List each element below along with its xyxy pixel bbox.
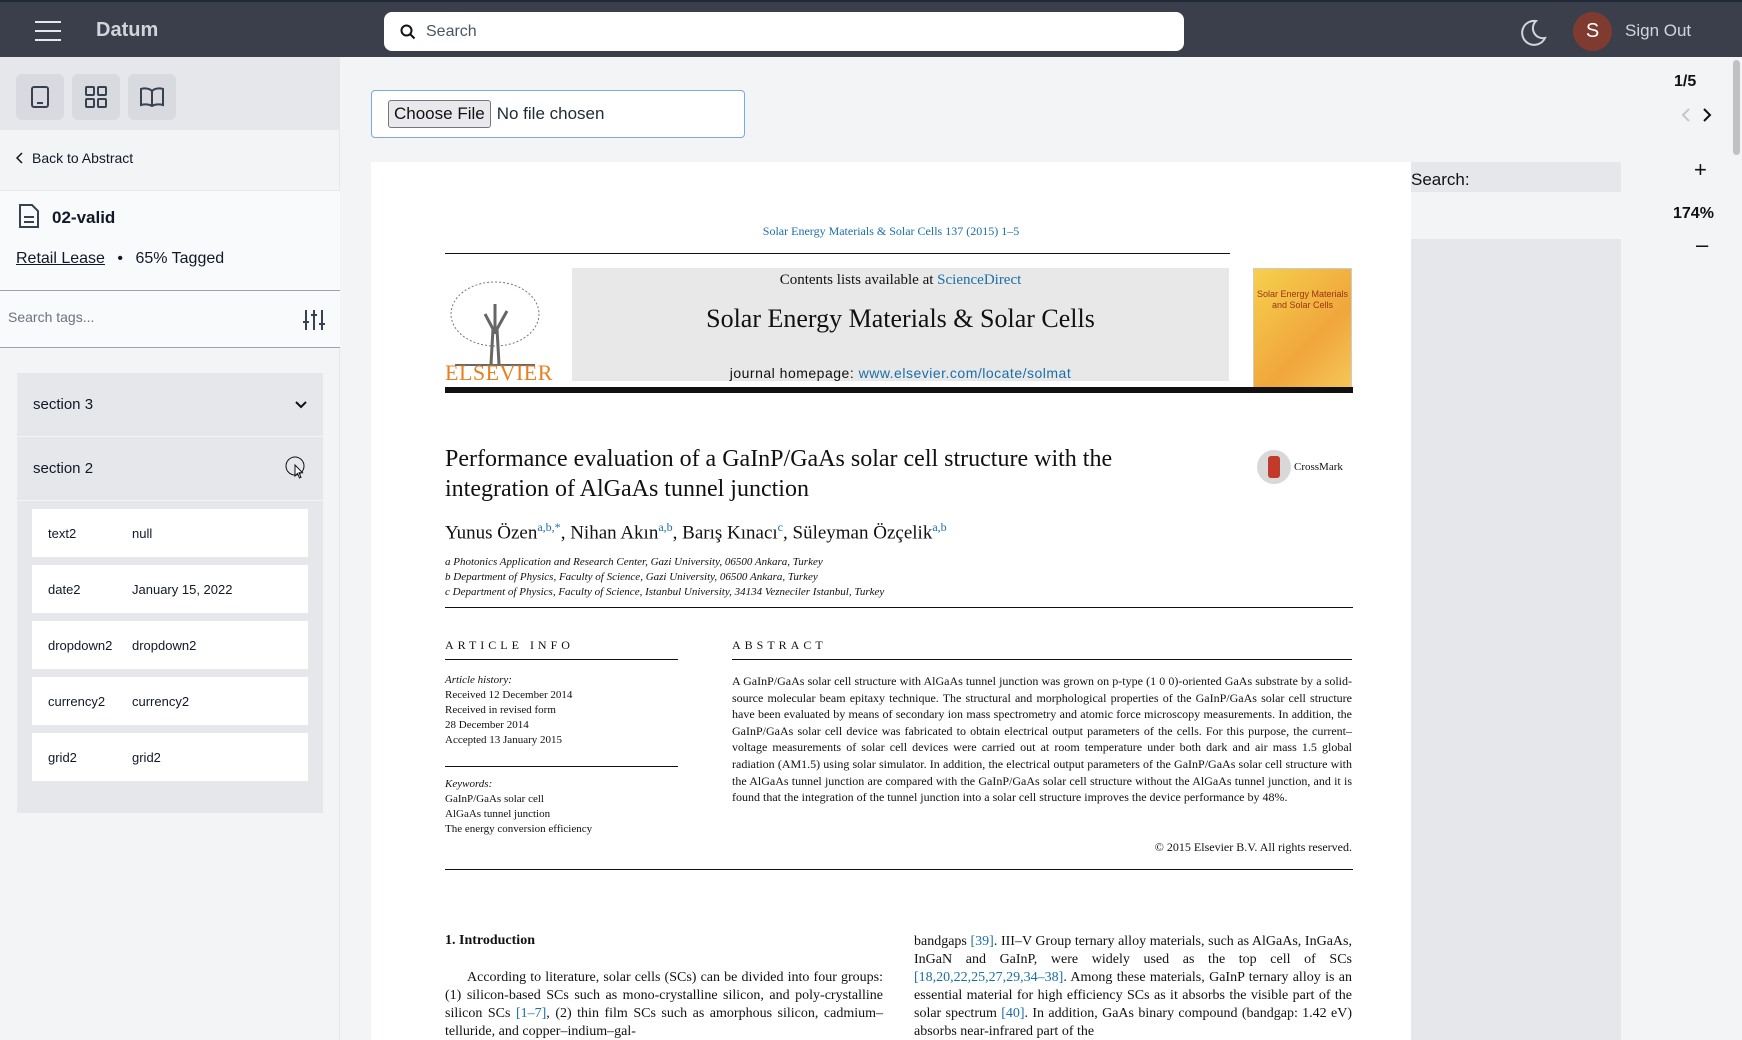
meta-separator: • xyxy=(117,250,124,267)
app-brand[interactable]: Datum xyxy=(96,19,159,41)
next-page-icon[interactable] xyxy=(1702,107,1712,123)
journal-cover: Solar Energy Materials and Solar Cells xyxy=(1253,268,1352,393)
chevron-left-icon xyxy=(16,152,24,164)
history-label: Article history: xyxy=(445,674,512,686)
field-row[interactable] xyxy=(32,509,308,557)
field-value: null xyxy=(132,525,153,541)
crossmark-badge[interactable] xyxy=(1256,449,1343,485)
menu-icon[interactable] xyxy=(35,21,61,41)
citation-link[interactable]: [18,20,22,25,27,29,34–38] xyxy=(914,970,1064,985)
search-label: Search: xyxy=(1411,170,1470,189)
field-row[interactable] xyxy=(32,621,308,669)
mouse-cursor-icon xyxy=(285,456,307,482)
filter-sliders-icon[interactable] xyxy=(302,308,326,332)
author-sup[interactable]: a,b,* xyxy=(537,520,561,534)
field-row[interactable] xyxy=(32,565,308,613)
file-status: No file chosen xyxy=(496,104,605,123)
citation-link[interactable]: [40] xyxy=(1001,1006,1025,1021)
divider xyxy=(445,766,678,767)
field-label: dropdown2 xyxy=(48,637,113,653)
homepage-prefix: journal homepage: xyxy=(729,365,859,381)
pdf-page xyxy=(371,162,1411,1040)
top-bar xyxy=(0,0,1742,57)
paper-title: Performance evaluation of a GaInP/GaAs solar cell structure with the integration of AlGaAs tunnel junction xyxy=(445,446,1113,502)
thick-divider xyxy=(445,387,1353,393)
author: Yunus Özen xyxy=(445,522,538,544)
abstract-text: A GaInP/GaAs solar cell structure with AlGaAs tunnel junction was grown on p-type (1 0 0)-oriented GaAs substrate by a solid-source molecular beam epitaxy technique. The structural and morphological properties of the GaInP/GaAs solar cell structure have been evaluated by means of secondary ion mass spectrometry and atomic force microscopy measurements. In addition, the GaInP/GaAs solar cell device was fabricated to obtain electrical output parameters of the cells. For this purpose, the current–voltage measurements of solar cell devices were carried out at room temperature under both dark and air mass 1.5 global radiation (AM1.5) using solar simulator. In addition, the electrical output parameters of the GaInP/GaAs solar cell structure with the AlGaAs tunnel junction are compared with the GaInP/GaAs solar cell structure without the AlGaAs tunnel junction, and it is found that the integration of the tunnel junction into a solar cell structure improves the device performance by 48%. xyxy=(732,674,1352,805)
tablet-icon xyxy=(30,86,50,108)
sciencedirect-link[interactable]: ScienceDirect xyxy=(937,272,1022,288)
zoom-in-button[interactable]: + xyxy=(1694,157,1707,182)
previous-page-icon[interactable] xyxy=(1681,107,1691,123)
view-toolbar xyxy=(0,57,340,130)
affiliation: c Department of Physics, Faculty of Science, Istanbul University, 34134 Vezneciler Istanbul, Turkey xyxy=(445,586,885,598)
zoom-level: 174% xyxy=(1673,205,1714,222)
document-name: 02-valid xyxy=(52,208,116,227)
field-value: grid2 xyxy=(132,749,161,765)
field-label: currency2 xyxy=(48,693,106,709)
history-line: Received in revised form xyxy=(445,704,556,716)
intro-heading: 1. Introduction xyxy=(445,933,535,948)
intro-column-2 xyxy=(914,933,1352,1040)
document-meta xyxy=(16,250,224,268)
single-page-view-button[interactable] xyxy=(16,74,64,120)
back-label: Back to Abstract xyxy=(32,150,134,166)
article-history xyxy=(445,673,572,748)
body-text: , (2) thin film SCs such as amorphous silicon, cadmium–telluride, and copper–indium–gal- xyxy=(445,1006,883,1039)
keywords-label: Keywords: xyxy=(445,778,493,790)
document-search-input[interactable] xyxy=(1411,192,1621,239)
field-row[interactable] xyxy=(32,733,308,781)
keyword: AlGaAs tunnel junction xyxy=(445,808,551,820)
grid-icon xyxy=(85,86,107,108)
author-sup[interactable]: a,b xyxy=(658,520,673,534)
tag-search xyxy=(0,290,340,348)
search-panel xyxy=(1411,162,1621,1040)
homepage-line xyxy=(572,365,1229,381)
sign-out-button[interactable]: Sign Out xyxy=(1625,21,1692,40)
section-3-header[interactable] xyxy=(17,373,323,437)
abstract-heading: ABSTRACT xyxy=(732,638,827,652)
author: Barış Kınacı xyxy=(682,522,778,544)
copyright: © 2015 Elsevier B.V. All rights reserved. xyxy=(1154,840,1352,854)
divider xyxy=(445,869,1353,870)
keywords xyxy=(445,777,592,837)
section-2-fields xyxy=(17,501,323,813)
homepage-link[interactable]: www.elsevier.com/locate/solmat xyxy=(858,365,1072,381)
author: Nihan Akın xyxy=(570,522,659,544)
divider xyxy=(732,659,1352,660)
field-label: date2 xyxy=(48,581,81,597)
book-view-button[interactable] xyxy=(128,74,176,120)
global-search[interactable] xyxy=(384,12,1184,51)
scrollbar-thumb[interactable] xyxy=(1733,60,1740,155)
dark-mode-icon[interactable] xyxy=(1518,18,1548,48)
body-text: According to literature, solar cells (SCs) can be divided into four groups: (1) silicon-based SCs such as mono-crystalline silicon, and poly-crystalline silicon SCs xyxy=(445,970,883,1021)
body-text: bandgaps xyxy=(914,934,971,949)
author-sup[interactable]: c xyxy=(777,520,783,534)
journal-name: Solar Energy Materials & Solar Cells xyxy=(706,304,1095,333)
field-value: currency2 xyxy=(132,693,190,709)
sidebar xyxy=(0,57,340,1040)
sections-accordion xyxy=(17,373,323,813)
document-info xyxy=(0,190,340,290)
section-label: section 2 xyxy=(33,460,94,477)
field-value: January 15, 2022 xyxy=(132,581,233,597)
journal-header xyxy=(572,268,1229,381)
tagged-progress: 65% Tagged xyxy=(135,250,225,267)
section-2-header[interactable] xyxy=(17,437,323,501)
field-label: grid2 xyxy=(48,749,77,765)
history-line: Accepted 13 January 2015 xyxy=(445,734,562,746)
intro-column-1 xyxy=(445,969,883,1040)
keyword: The energy conversion efficiency xyxy=(445,823,593,835)
user-avatar[interactable]: S xyxy=(1573,12,1612,51)
divider xyxy=(445,253,1230,254)
article-info-heading: ARTICLE INFO xyxy=(445,638,574,652)
body-text: . III–V Group ternary alloy materials, such as AlGaAs, InGaAs, InGaN and GaInP, were widely used as the top cell of SCs xyxy=(914,934,1352,967)
history-line: 28 December 2014 xyxy=(445,719,529,731)
journal-reference[interactable]: Solar Energy Materials & Solar Cells 137 (2015) 1–5 xyxy=(762,224,1020,238)
search-input[interactable] xyxy=(426,23,1126,41)
field-row[interactable] xyxy=(32,677,308,725)
citation-link[interactable]: [39] xyxy=(970,934,994,949)
book-open-icon xyxy=(140,87,164,107)
crossmark-icon xyxy=(1256,449,1292,485)
contents-line xyxy=(572,272,1229,289)
section-label: section 3 xyxy=(33,396,94,413)
chevron-down-icon xyxy=(295,401,307,409)
divider xyxy=(445,659,678,660)
zoom-out-button[interactable]: – xyxy=(1696,232,1709,257)
author-list: Yunus Özen$^{a,b,*}$, Nihan Akın$^{a,b}$, Barış Kınacı$^c$, Süleyman Özçelik$^{a,b}$ xyxy=(445,520,947,544)
file-upload[interactable] xyxy=(371,90,745,138)
publisher-name: ELSEVIER xyxy=(445,360,553,385)
history-line: Received 12 December 2014 xyxy=(445,689,573,701)
affiliations xyxy=(445,555,884,600)
affiliation: a Photonics Application and Research Center, Gazi University, 06500 Ankara, Turkey xyxy=(445,556,823,568)
divider xyxy=(445,607,1353,608)
document-type-link[interactable]: Retail Lease xyxy=(16,250,105,267)
body-text: . In addition, GaAs binary compound (bandgap: 1.42 eV) absorbs near-infrared part of the xyxy=(914,1006,1353,1039)
contents-prefix: Contents lists available at xyxy=(779,272,938,288)
document-viewer xyxy=(341,57,1731,1040)
document-icon xyxy=(18,203,40,229)
author-sup[interactable]: a,b xyxy=(932,520,947,534)
tag-search-input[interactable] xyxy=(8,309,288,325)
body-text: . Among these materials, GaInP ternary alloy is an essential material for high efficiency SCs as it absorbs the visible part of the solar spectrum xyxy=(914,970,1352,1021)
keyword: GaInP/GaAs solar cell xyxy=(445,793,544,805)
crossmark-label: CrossMark xyxy=(1294,461,1343,473)
search-icon xyxy=(400,24,416,40)
affiliation: b Department of Physics, Faculty of Science, Gazi University, 06500 Ankara, Turkey xyxy=(445,571,818,583)
page-scrollbar[interactable] xyxy=(1731,57,1742,1040)
citation-link[interactable]: [1–7] xyxy=(515,1006,547,1021)
grid-view-button[interactable] xyxy=(72,74,120,120)
choose-file-button[interactable]: Choose File xyxy=(388,100,491,128)
field-label: text2 xyxy=(48,525,77,541)
back-to-abstract-link[interactable] xyxy=(16,150,133,166)
field-value: dropdown2 xyxy=(132,637,197,653)
author: Süleyman Özçelik xyxy=(792,522,933,544)
page-indicator: 1/5 xyxy=(1674,73,1697,90)
